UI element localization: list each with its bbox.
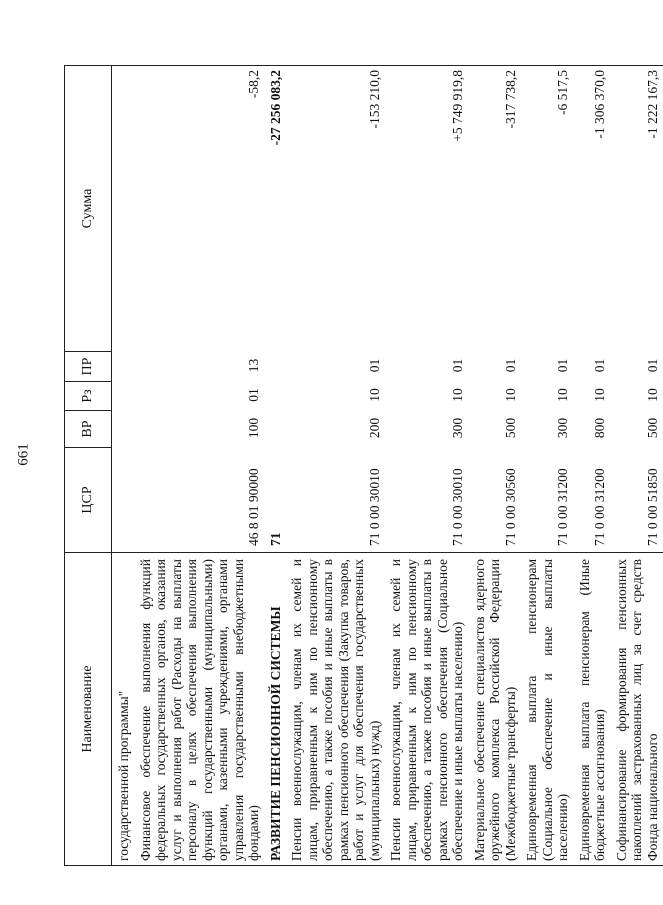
- header-sum: Сумма: [65, 66, 112, 352]
- row-sum: -58,2: [135, 66, 265, 352]
- row-csr: 71 0 00 31200: [592, 468, 607, 546]
- row-pr: 01: [644, 358, 660, 373]
- row-rz: 10: [644, 388, 660, 402]
- row-vr: 500: [502, 417, 518, 439]
- row-vr: [112, 411, 135, 448]
- row-name: Единовременная выплата пенсионерам (Иные бюджетные ассигнования): [574, 553, 611, 866]
- row-name: Материальное обеспечение специалистов ядерного оружейного комплекса Российской Федерации (Межбюджетные трансферты): [469, 553, 522, 866]
- header-vr: ВР: [65, 411, 112, 448]
- row-vr: 800: [592, 417, 607, 439]
- row-pr: [265, 352, 287, 382]
- row-csr: 71 0 00 51850: [644, 468, 660, 546]
- row-rz: 10: [366, 388, 382, 402]
- page-number: 661: [15, 443, 32, 466]
- row-pr: 01: [555, 358, 570, 373]
- row-csr: 71 0 00 31200: [555, 468, 570, 546]
- row-sum: -153 210,0: [286, 66, 385, 352]
- row-sum: [112, 66, 135, 352]
- header-csr: ЦСР: [65, 448, 112, 553]
- row-csr: 71 0 00 30010: [450, 468, 465, 546]
- row-csr: 71 0 00 30010: [366, 468, 382, 546]
- row-rz: 10: [555, 388, 570, 402]
- section-name: РАЗВИТИЕ ПЕНСИОННОЙ СИСТЕМЫ: [265, 553, 287, 866]
- row-sum: -27 256 083,2: [265, 66, 287, 352]
- row-name: Пенсии военнослужащим, членам их семей и лицам, приравненным к ним по пенсионному обеспечению, а также пособия и иные выплаты в рамках пенсионного обеспечения (Закупка товаров, работ и услуг для обеспечения государственных (муниципальных) нужд): [286, 553, 385, 866]
- row-name: Единовременная выплата пенсионерам (Социальное обеспечение и иные выплаты населению): [521, 553, 574, 866]
- table-row: [286, 66, 385, 866]
- budget-table-page: [64, 66, 660, 866]
- header-name: Наименование: [65, 553, 112, 866]
- row-csr: 71: [267, 532, 283, 546]
- row-csr: [112, 448, 135, 553]
- row-rz: [265, 382, 287, 411]
- row-vr: [265, 411, 287, 448]
- row-vr: 300: [450, 417, 465, 439]
- row-pr: 13: [246, 358, 261, 373]
- table-row: [112, 66, 135, 866]
- table-row: [574, 66, 611, 866]
- header-pr: ПР: [65, 352, 112, 382]
- row-pr: 01: [450, 358, 465, 373]
- budget-table: [64, 65, 663, 866]
- row-csr: 71 0 00 30560: [502, 468, 518, 546]
- row-name: государственной программы": [112, 553, 135, 866]
- row-rz: 10: [502, 388, 518, 402]
- header-rz: Рз: [65, 382, 112, 411]
- row-sum: -1 222 167,3: [611, 66, 663, 352]
- table-row: [611, 66, 663, 866]
- row-vr: 200: [366, 417, 382, 439]
- table-row: [521, 66, 574, 866]
- row-sum: +5 749 919,8: [385, 66, 469, 352]
- row-vr: 100: [246, 417, 261, 439]
- row-rz: 10: [592, 388, 607, 402]
- row-name: Финансовое обеспечение выполнения функций федеральных государственных органов, оказания услуг и выполнения работ (Расходы на выплаты персоналу в целях обеспечения выполнения функций государственными (муниципальными) органами, казенными учреждениями, органами управления государственными внебюджетными фондами): [135, 553, 265, 866]
- row-pr: 01: [366, 358, 382, 373]
- row-pr: [112, 352, 135, 382]
- table-row: [385, 66, 469, 866]
- row-sum: -6 517,5: [521, 66, 574, 352]
- row-name: Пенсии военнослужащим, членам их семей и лицам, приравненным к ним по пенсионному обеспечению, а также пособия и иные выплаты в рамках пенсионного обеспечения (Социальное обеспечение и иные выплаты населению): [385, 553, 469, 866]
- table-row: [469, 66, 522, 866]
- row-pr: 01: [502, 358, 518, 373]
- row-name: Софинансирование формирования пенсионных накоплений застрахованных лиц за счет средств Фонда национального: [611, 553, 663, 866]
- row-vr: 500: [644, 417, 660, 439]
- row-rz: [112, 382, 135, 411]
- table-row: [135, 66, 265, 866]
- row-pr: 01: [592, 358, 607, 373]
- row-csr: 46 8 01 90000: [246, 468, 261, 546]
- row-sum: -317 738,2: [469, 66, 522, 352]
- table-row-section: [265, 66, 287, 866]
- row-rz: 01: [246, 388, 261, 402]
- row-sum: -1 306 370,0: [574, 66, 611, 352]
- table-header-row: [65, 66, 112, 866]
- row-vr: 300: [555, 417, 570, 439]
- row-rz: 10: [450, 388, 465, 402]
